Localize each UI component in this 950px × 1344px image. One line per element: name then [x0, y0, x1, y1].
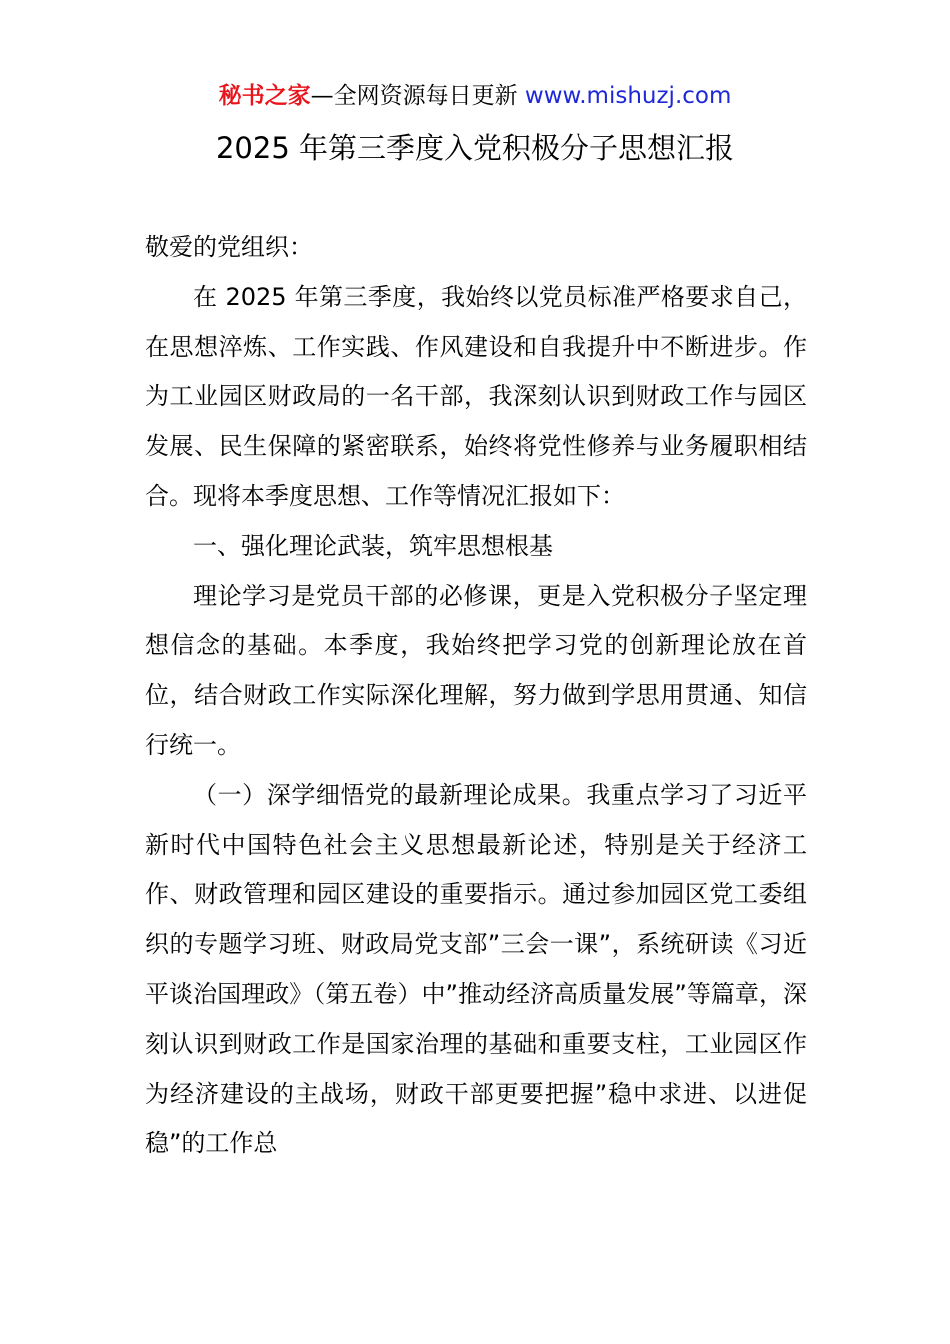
header-tagline: —全网资源每日更新 [310, 83, 525, 109]
website-link[interactable]: www.mishuzj.com [524, 83, 732, 109]
document-body [145, 223, 807, 1169]
site-header [0, 80, 950, 112]
document-title: 2025 年第三季度入党积极分子思想汇报 [215, 131, 735, 165]
paragraph-intro: 在 2025 年第三季度，我始终以党员标准严格要求自己，在思想淬炼、工作实践、作风建设和自我提升中不断进步。作为工业园区财政局的一名干部，我深刻认识到财政工作与园区发展、民生保障的紧密联系，始终将党性修养与业务履职相结合。现将本季度思想、工作等情况汇报如下： [145, 282, 807, 510]
paragraph-theory: 理论学习是党员干部的必修课，更是入党积极分子坚定理想信念的基础。本季度，我始终把学习党的创新理论放在首位，结合财政工作实际深化理解，努力做到学思用贯通、知信行统一。 [145, 581, 807, 759]
brand-name: 秘书之家 [218, 83, 311, 109]
salutation: 敬爱的党组织： [145, 233, 313, 261]
section-heading: 一、强化理论武装，筑牢思想根基 [193, 531, 553, 560]
paragraph-subsection-1: （一）深学细悟党的最新理论成果。我重点学习了习近平新时代中国特色社会主义思想最新论述，特别是关于经济工作、财政管理和园区建设的重要指示。通过参加园区党工委组织的专题学习班、财政局党支部”三会一课”，系统研读《习近平谈治国理政》（第五卷）中”推动经济高质量发展”等篇章，深刻认识到财政工作是国家治理的基础和重要支柱，工业园区作为经济建设的主战场，财政干部更要把握”稳中求进、以进促稳”的工作总 [145, 780, 807, 1158]
